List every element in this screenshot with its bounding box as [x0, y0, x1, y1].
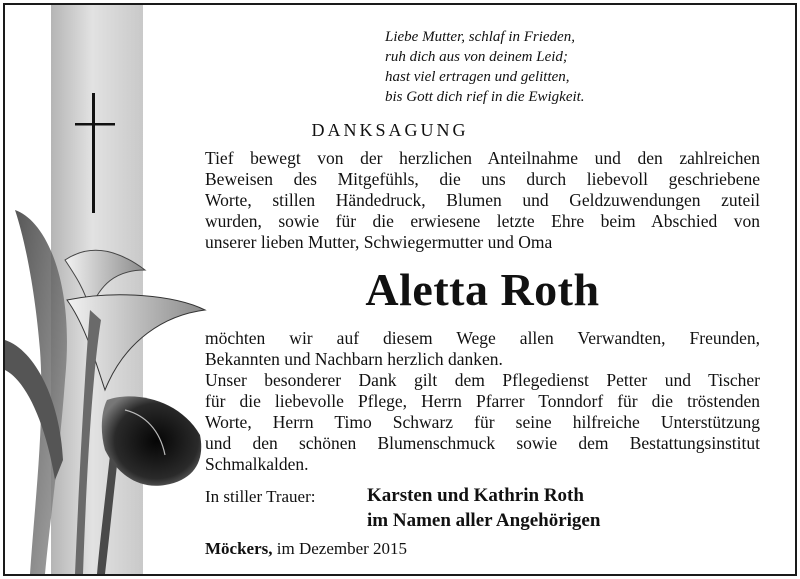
text-line: Worte, Herrn Timo Schwarz für seine hilfreiche Unterstützung	[205, 412, 760, 432]
text-line: Beweisen des Mitgefühls, die uns durch liebevoll geschriebene	[205, 169, 760, 189]
poem-line: bis Gott dich rief in die Ewigkeit.	[385, 89, 585, 105]
place-date	[205, 539, 407, 559]
text-line: Unser besonderer Dank gilt dem Pflegedienst Petter und Tischer	[205, 370, 760, 390]
mourning-label: In stiller Trauer:	[205, 487, 316, 506]
text-line: Worte, stillen Händedruck, Blumen und Geldzuwendungen zuteil	[205, 190, 760, 210]
poem-line: hast viel ertragen und gelitten,	[385, 69, 570, 85]
cross-icon	[69, 93, 119, 213]
mourner-line: im Namen aller Angehörigen	[367, 510, 601, 531]
text-line: Tief bewegt von der herzlichen Anteilnahme und den zahlreichen	[205, 148, 760, 168]
obituary-card	[3, 3, 797, 576]
heading: DANKSAGUNG	[311, 120, 469, 140]
deceased-name: Aletta Roth	[365, 264, 600, 315]
acknowledgement-paragraph	[205, 328, 760, 475]
poem	[385, 27, 685, 107]
calla-lily-illustration	[5, 200, 215, 574]
text-line: wurden, sowie für die erwiesene letzte Ehre beim Abschied von	[205, 211, 760, 231]
text-line: Schmalkalden.	[205, 454, 309, 474]
text-line: möchten wir auf diesem Wege allen Verwandten, Freunden,	[205, 328, 760, 348]
text-line: unserer lieben Mutter, Schwiegermutter und Oma	[205, 232, 553, 252]
mourner-line: Karsten und Kathrin Roth	[367, 485, 584, 506]
place-town: Möckers,	[205, 539, 273, 558]
text-line: und den schönen Blumenschmuck sowie dem Bestattungsinstitut	[205, 433, 760, 453]
mourners	[367, 483, 600, 533]
poem-line: ruh dich aus von deinem Leid;	[385, 49, 568, 65]
thanks-paragraph	[205, 148, 760, 253]
poem-line: Liebe Mutter, schlaf in Frieden,	[385, 29, 575, 45]
text-line: für die liebevolle Pflege, Herrn Pfarrer Tonndorf für die tröstenden	[205, 391, 760, 411]
place-date-text: im Dezember 2015	[276, 539, 408, 558]
text-line: Bekannten und Nachbarn herzlich danken.	[205, 349, 503, 369]
